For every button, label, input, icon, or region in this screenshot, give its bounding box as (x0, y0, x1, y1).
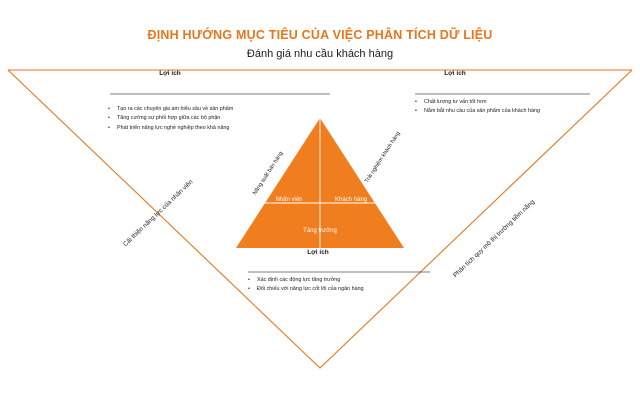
list-item (415, 98, 540, 107)
list-item-text: Tăng cường sự phối hợp giữa các bộ phận (117, 115, 221, 122)
list-item (248, 276, 364, 285)
list-item (248, 285, 364, 294)
bullet-icon: • (248, 277, 250, 283)
triangle-right-side-label: Trải nghiệm khách hàng (364, 130, 402, 185)
page-subtitle: Đánh giá nhu cầu khách hàng (246, 48, 394, 60)
list-item-text: Chất lượng tư vấn tốt hơn (424, 99, 487, 105)
bullet-icon: • (108, 124, 110, 131)
list-item-text: Xác định các động lực tăng trưởng (257, 277, 341, 283)
list-item (108, 105, 233, 114)
bottom-benefit-label: Lợi ích (307, 249, 329, 256)
bottom-bullet-list (248, 276, 364, 295)
top-right-bullet-list (415, 98, 540, 117)
bullet-icon: • (415, 99, 417, 105)
top-left-benefit-label: Lợi ích (159, 70, 181, 77)
list-item (415, 107, 540, 116)
node-employee-label: Nhân viên (275, 197, 303, 203)
node-growth-label: Tăng trưởng (303, 228, 337, 234)
list-item-text: Đối chiếu với năng lực cốt lõi của ngân hàng (257, 286, 364, 293)
node-customer-label: Khách hàng (334, 197, 368, 203)
left-arm-label: Cải thiện năng lực của nhân viên (122, 178, 195, 249)
list-item (108, 124, 233, 133)
bullet-icon: • (108, 115, 110, 122)
list-item-text: Tạo ra các chuyên gia am hiểu sâu về sản phẩm (117, 106, 234, 112)
top-right-benefit-label: Lợi ích (444, 70, 466, 77)
bullet-icon: • (248, 286, 250, 293)
bullet-icon: • (108, 106, 110, 112)
list-item-text: Nắm bắt nhu cầu của sản phẩm của khách hàng (424, 108, 540, 115)
triangle-left-side-label: Nâng suất bán hàng (252, 150, 285, 197)
list-item (108, 114, 233, 123)
right-arm-label: Phân tích quy mô thị trường tiềm năng (452, 198, 537, 280)
top-left-bullet-list (108, 105, 233, 133)
page-title: ĐỊNH HƯỚNG MỤC TIÊU CỦA VIỆC PHÂN TÍCH DỮ LIỆU (147, 28, 493, 42)
bullet-icon: • (415, 108, 417, 115)
list-item-text: Phát triển năng lực nghề nghiệp theo khả năng (117, 124, 230, 131)
